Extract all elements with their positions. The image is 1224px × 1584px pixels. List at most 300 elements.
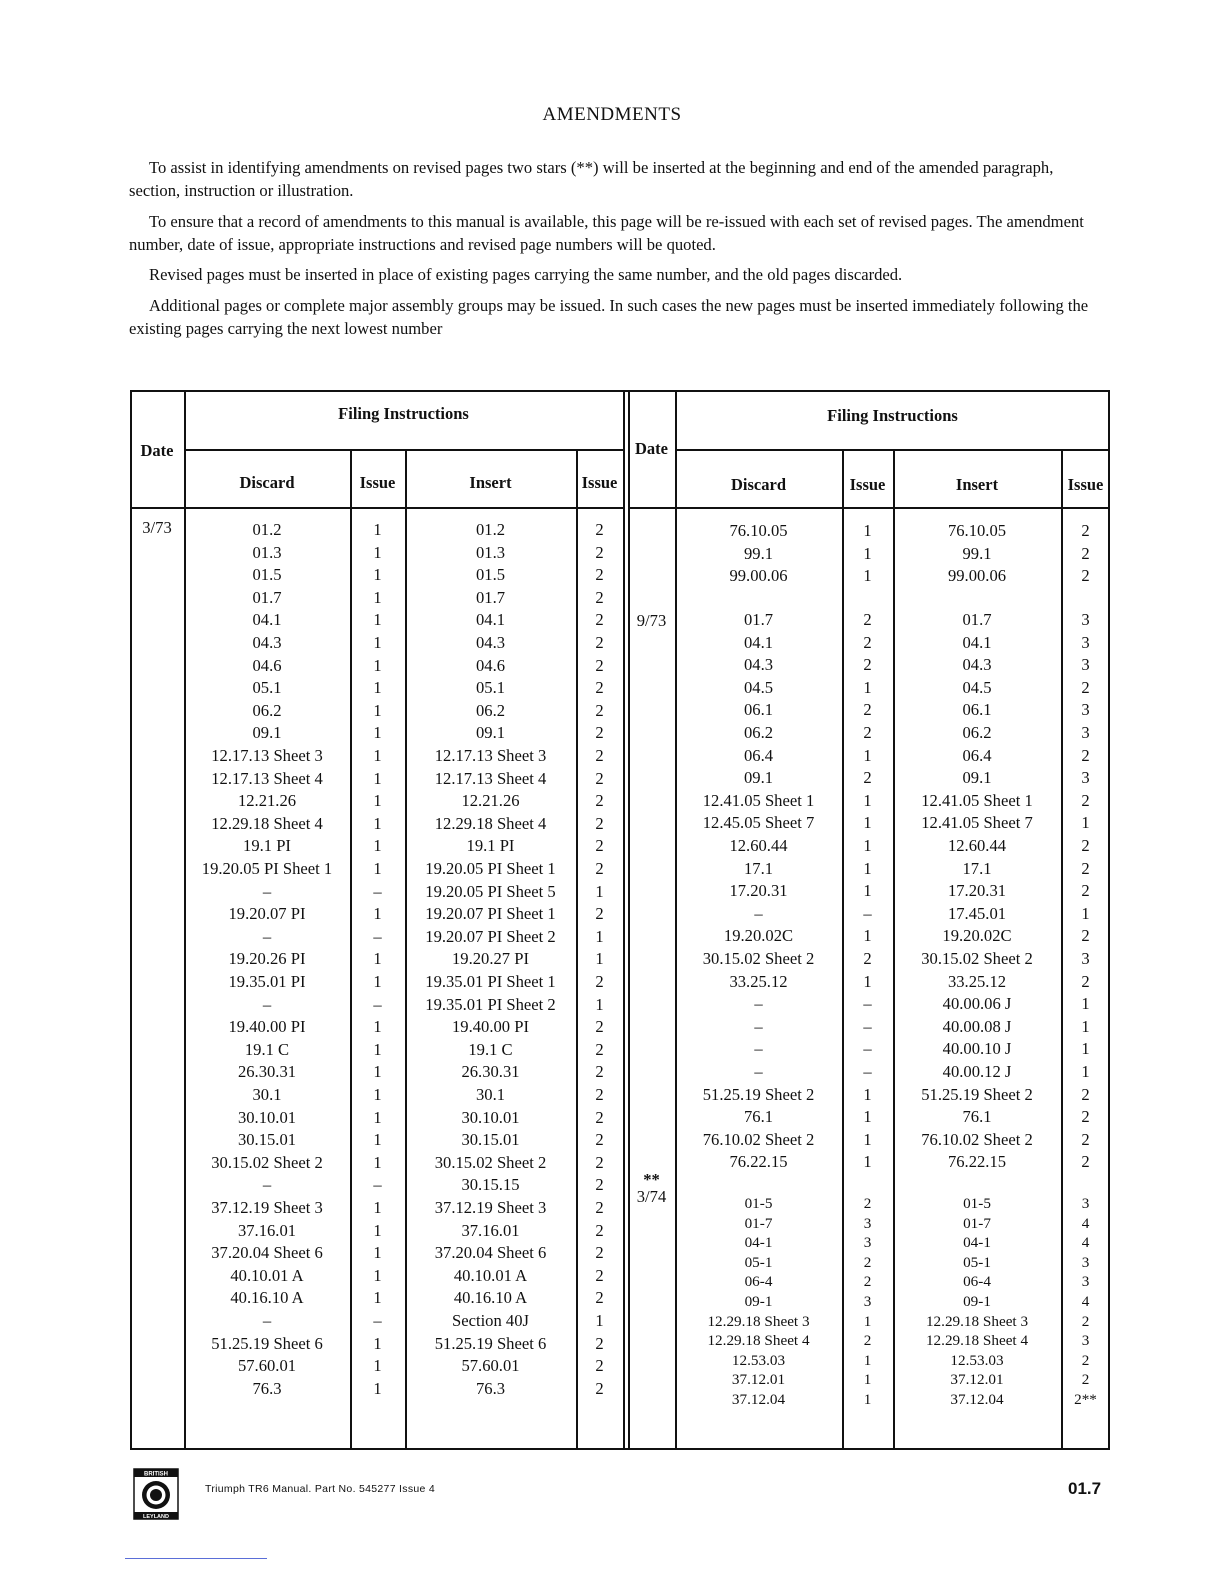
issue-cell: 2 [595,633,604,652]
discard-cell: 05-1 [744,1253,773,1271]
issue-cell: 1 [373,1265,382,1285]
insert-cell: 57.60.01 [461,1356,520,1376]
date-cell: 9/73 [636,611,667,630]
issue-cell: 2 [863,1253,872,1271]
issue-cell: 2 [1081,1351,1090,1369]
discard-cell: 01.5 [252,565,282,585]
discard-cell: 04.1 [252,610,282,630]
issue-cell: 2 [1081,1152,1090,1172]
issue-cell: 1 [373,1039,382,1059]
issue-cell: – [373,994,382,1014]
issue-cell: 2 [1081,881,1090,901]
issue-cell: 1 [1081,813,1090,833]
discard-cell: 19.1 PI [243,836,291,856]
discard-cell: 37.12.01 [731,1371,786,1389]
issue-cell: 1 [863,881,872,901]
issue-cell: 1 [1081,903,1090,923]
discard-cell: 06.4 [743,745,774,765]
insert-cell: 37.12.19 Sheet 3 [434,1198,547,1217]
insert-cell: 40.10.01 A [453,1265,528,1285]
table-column-rule [623,390,625,1450]
discard-cell: 12.21.26 [237,791,297,811]
discard-cell: 17.20.31 [729,881,788,901]
issue-cell: – [373,926,382,946]
discard-cell: 37.16.01 [237,1220,297,1240]
insert-cell: 19.1 C [468,1039,513,1059]
discard-cell: 06.2 [252,700,282,720]
table-header-rule [130,507,623,509]
british-leyland-logo [133,1468,179,1520]
discard-cell: 40.16.10 A [230,1288,304,1308]
insert-cell: 04.1 [475,610,506,630]
discard-cell: 40.10.01 A [230,1265,304,1285]
discard-cell: – [754,903,763,923]
insert-cell: 30.10.01 [461,1107,520,1127]
discard-cell: 01-5 [744,1195,773,1212]
discard-cell: 76.3 [252,1378,282,1398]
insert-cell: 06.4 [962,745,992,765]
issue-cell: – [863,1039,872,1059]
table-header-rule [184,449,623,451]
discard-cell: 01.3 [252,542,282,562]
issue-cell: 2 [863,1273,872,1291]
issue-cell: – [863,903,872,923]
insert-cell: 19.20.27 PI [452,949,529,969]
discard-cell: 26.30.31 [237,1062,297,1082]
issue-cell: 2 [1081,926,1090,946]
discard-cell: 04.5 [743,677,774,697]
issue-cell: 1 [373,1085,382,1104]
issue-cell: 2 [1081,790,1090,810]
insert-cell: 40.00.08 J [942,1016,1012,1036]
insert-cell: 01.2 [475,520,506,539]
insert-cell: 40.00.06 J [942,994,1012,1014]
issue-cell: 3 [1081,1253,1090,1271]
date-stars: ** [643,1170,660,1189]
date-header: Date [635,439,668,458]
insert-header: Insert [955,475,999,494]
discard-cell: 04.3 [252,633,282,652]
discard-cell: 99.00.06 [729,566,788,586]
issue-cell: 1 [373,1062,382,1082]
issue-cell: 1 [863,1312,872,1330]
insert-cell: 26.30.31 [461,1062,520,1082]
insert-cell: 19.20.05 PI Sheet 5 [425,881,556,901]
discard-cell: 76.10.02 Sheet 2 [702,1129,815,1149]
issue-cell: – [863,994,872,1014]
discard-cell: 01-7 [744,1214,773,1232]
issue-cell: 2 [595,1356,604,1376]
insert-cell: 04-1 [963,1234,991,1252]
issue-cell: 3 [1081,655,1090,675]
issue-cell: 3 [1081,700,1090,720]
issue-cell: 2 [595,610,604,630]
discard-cell: – [262,1175,272,1195]
page-title: AMENDMENTS [542,104,682,125]
discard-cell: 04.6 [252,655,282,675]
issue-cell: 2 [595,813,604,833]
table-header-rule [628,507,1110,509]
insert-cell: 12.29.18 Sheet 4 [434,813,547,833]
insert-cell: 30.15.15 [461,1175,520,1195]
issue-cell: 1 [373,904,382,924]
discard-cell: 04-1 [744,1234,773,1252]
insert-cell: 99.1 [962,543,992,563]
insert-header: Insert [469,473,512,492]
divider [125,1558,267,1559]
discard-header: Discard [731,475,786,494]
issue-cell: 1 [1081,994,1090,1014]
issue-cell: 1 [863,677,872,697]
issue-cell: 2 [863,723,872,742]
discard-cell: – [754,1062,763,1081]
discard-cell: 19.20.02C [723,926,794,946]
discard-cell: 05.1 [252,678,282,698]
insert-cell: 04.1 [962,632,992,652]
insert-cell: 01-7 [963,1214,991,1232]
discard-cell: 37.12.04 [731,1391,786,1408]
manual-reference: Triumph TR6 Manual. Part No. 545277 Issue 4 [205,1483,436,1495]
issue-cell: 2 [1081,1129,1090,1149]
issue-cell: 2 [1081,543,1090,563]
issue-cell: 3 [1081,610,1090,629]
discard-cell: 30.10.01 [237,1107,297,1127]
issue-cell: 2 [595,520,604,539]
insert-cell: 30.15.01 [461,1130,520,1150]
issue-cell: 2 [1081,836,1090,855]
page-number: 01.7 [1068,1479,1102,1498]
issue-cell: 1 [373,1107,382,1127]
issue-cell: 2 [863,655,872,675]
issue-cell: 4 [1081,1234,1090,1252]
discard-cell: 12.29.18 Sheet 3 [707,1312,810,1330]
discard-cell: 12.17.13 Sheet 3 [211,746,323,765]
insert-cell: 37.12.04 [950,1391,1004,1408]
issue-cell: 2 [863,949,872,968]
discard-cell: 09.1 [252,723,282,743]
issue-cell: 2 [595,1243,604,1263]
issue-cell: 1 [863,836,872,855]
discard-cell: 19.20.05 PI Sheet 1 [201,859,333,878]
issue-cell: 1 [373,1152,382,1172]
issue-cell: 1 [373,587,382,607]
discard-cell: 12.29.18 Sheet 4 [211,813,323,833]
issue-cell: 1 [373,1220,382,1240]
issue-cell: 1 [863,543,872,563]
issue-cell: 1 [373,565,382,585]
issue-cell: 1 [373,768,382,788]
paragraph-4: Additional pages or complete major assembly groups may be issued. In such cases the new pages must be inserted immediately following the existing pages carrying the next lowest number [129,296,1089,338]
insert-cell: 19.20.05 PI Sheet 1 [425,859,556,878]
insert-cell: 51.25.19 Sheet 2 [921,1084,1033,1104]
issue-cell: 2 [595,904,604,924]
insert-cell: 17.20.31 [947,881,1007,901]
issue-header: Issue [359,473,396,492]
issue-cell: 1 [373,813,382,833]
issue-cell: 3 [1081,1273,1090,1291]
insert-cell: 09-1 [963,1293,991,1310]
insert-cell: 76.3 [475,1378,506,1398]
table-column-rule [628,390,630,1450]
issue-cell: 2 [595,1152,604,1172]
issue-cell: 1 [595,881,604,901]
discard-cell: 01.2 [252,520,282,539]
issue-cell: 1 [373,723,382,743]
discard-cell: – [262,881,272,901]
discard-cell: 30.1 [252,1085,282,1104]
insert-cell: 76.10.02 Sheet 2 [921,1129,1033,1149]
paragraph-1: To assist in identifying amendments on revised pages two stars (**) will be inserted at the beginning and end of the amended paragraph, section, instruction or illustration. [129,158,1054,200]
issue-cell: 1 [863,1351,872,1369]
insert-cell: 01.7 [475,587,506,607]
issue-cell: 3 [1081,632,1090,652]
insert-cell: 30.15.02 Sheet 2 [434,1152,547,1172]
issue-cell: 4 [1081,1293,1090,1310]
discard-cell: 12.29.18 Sheet 4 [707,1332,810,1350]
discard-cell: 19.20.26 PI [228,949,306,969]
issue-cell: 2 [863,1332,872,1350]
insert-cell: 19.35.01 PI Sheet 2 [425,994,556,1014]
insert-cell: 19.20.07 PI Sheet 2 [425,926,556,946]
issue-header: Issue [849,475,886,494]
issue-cell: 1 [373,1130,382,1150]
discard-cell: 09-1 [744,1293,773,1310]
issue-cell: 2 [595,836,604,856]
discard-cell: 51.25.19 Sheet 6 [211,1333,323,1353]
discard-cell: 04.1 [743,632,774,652]
discard-cell: – [754,1016,763,1036]
issue-cell: 3 [863,1214,872,1232]
paragraph-3: Revised pages must be inserted in place of existing pages carrying the same number, and the old pages discarded. [149,265,903,284]
discard-cell: 01.7 [252,587,282,607]
issue-cell: 2 [1081,1371,1090,1389]
issue-cell: 1 [863,858,872,878]
insert-cell: 37.20.04 Sheet 6 [434,1243,547,1263]
insert-cell: 19.20.07 PI Sheet 1 [425,904,556,924]
issue-cell: 1 [863,1129,872,1149]
issue-cell: 2 [595,1017,604,1037]
issue-cell: 1 [595,994,604,1014]
issue-cell: 1 [373,610,382,630]
insert-cell: 76.22.15 [947,1152,1007,1172]
discard-cell: 12.41.05 Sheet 1 [702,790,815,810]
date-cell: 3/73 [142,518,172,537]
issue-cell: 1 [373,1356,382,1376]
insert-cell: 05.1 [475,678,506,698]
insert-cell: 01.5 [475,565,506,585]
issue-cell: 1 [373,1017,382,1037]
issue-cell: 2 [1081,1312,1090,1330]
issue-cell: 2 [595,791,604,811]
discard-cell: 33.25.12 [729,971,788,991]
issue-cell: 2 [595,1265,604,1285]
issue-cell: 3 [1081,723,1090,742]
insert-cell: 06-4 [963,1273,991,1291]
insert-cell: 99.00.06 [947,566,1007,586]
issue-cell: 2 [595,1130,604,1150]
issue-cell: 2 [595,1175,604,1195]
insert-cell: 19.20.02C [942,926,1012,946]
issue-cell: 1 [863,566,872,586]
discard-cell: 30.15.01 [237,1130,297,1150]
discard-cell: 76.1 [743,1107,774,1127]
issue-cell: 1 [373,746,382,765]
issue-cell: 1 [863,745,872,765]
issue-cell: 1 [863,1391,872,1408]
issue-cell: 2 [595,678,604,698]
insert-cell: 76.1 [962,1107,992,1127]
issue-cell: 3 [863,1293,872,1310]
discard-cell: 51.25.19 Sheet 2 [702,1084,815,1104]
discard-cell: 12.17.13 Sheet 4 [211,768,323,788]
issue-cell: 3 [1081,1195,1090,1212]
issue-cell: 2 [1081,677,1090,697]
issue-cell: 2 [595,1085,604,1104]
issue-cell: 2 [595,1378,604,1398]
issue-cell: 2 [1081,566,1090,586]
insert-cell: 04.3 [475,633,506,652]
issue-cell: 2 [1081,1107,1090,1127]
issue-cell: – [863,1016,872,1036]
issue-cell: 1 [373,542,382,562]
discard-cell: 12.53.03 [731,1351,786,1369]
issue-cell: 2 [1081,858,1090,878]
insert-cell: 12.60.44 [947,836,1007,855]
insert-cell: 12.29.18 Sheet 4 [925,1332,1029,1350]
issue-cell: 2 [1081,971,1090,991]
issue-cell: 1 [863,1152,872,1172]
issue-cell: – [373,1175,382,1195]
issue-header: Issue [1067,475,1104,494]
discard-cell: 76.10.05 [729,521,788,540]
table-header-rule [675,449,1110,451]
insert-cell: 12.53.03 [950,1351,1004,1369]
issue-cell: 2 [595,746,604,765]
issue-cell: 2 [595,700,604,720]
issue-cell: 3 [1081,1332,1090,1350]
insert-cell: Section 40J [452,1311,529,1330]
discard-cell: 30.15.02 Sheet 2 [702,949,815,968]
issue-cell: 2 [595,542,604,562]
issue-cell: 3 [1081,949,1090,968]
issue-cell: 1 [373,859,382,878]
discard-cell: 09.1 [743,768,774,788]
insert-cell: 09.1 [475,723,506,743]
insert-cell: 04.3 [962,655,992,675]
issue-cell: 1 [373,972,382,991]
issue-cell: 1 [373,700,382,720]
issue-cell: 1 [373,678,382,698]
insert-cell: 06.1 [962,700,992,720]
issue-cell: 1 [863,1107,872,1127]
issue-cell: 2 [595,1198,604,1217]
issue-cell: 2 [595,1333,604,1353]
issue-cell: 2 [595,859,604,878]
discard-cell: 12.45.05 Sheet 7 [702,813,815,833]
insert-cell: 30.1 [475,1085,506,1104]
issue-cell: 1 [1081,1039,1090,1059]
issue-cell: 1 [373,1198,382,1217]
issue-cell: 2 [863,768,872,788]
issue-cell: 1 [1081,1062,1090,1081]
discard-cell: 76.22.15 [729,1152,788,1172]
issue-cell: 3 [1081,768,1090,788]
discard-header: Discard [239,473,295,492]
discard-cell: 06.1 [743,700,774,720]
discard-cell: – [754,994,763,1014]
issue-cell: 1 [373,836,382,856]
issue-cell: 2 [863,632,872,652]
discard-cell: – [262,1311,272,1330]
discard-cell: 06-4 [744,1273,773,1291]
insert-cell: 12.29.18 Sheet 3 [925,1312,1029,1330]
insert-cell: 12.41.05 Sheet 1 [921,790,1033,810]
issue-cell: 2 [863,610,872,629]
discard-cell: 04.3 [743,655,774,675]
issue-cell: 2 [595,1220,604,1240]
issue-cell: 1 [1081,1016,1090,1036]
discard-cell: 17.1 [743,858,774,878]
insert-cell: 06.2 [475,700,506,720]
issue-cell: 2 [595,1062,604,1082]
insert-cell: 19.35.01 PI Sheet 1 [425,972,556,991]
discard-cell: – [754,1039,763,1059]
issue-cell: 3 [863,1234,872,1252]
discard-cell: 57.60.01 [237,1356,297,1376]
insert-cell: 01.3 [475,542,506,562]
issue-cell: 1 [863,521,872,540]
discard-cell: 30.15.02 Sheet 2 [211,1152,323,1172]
issue-cell: 2 [595,1039,604,1059]
insert-cell: 76.10.05 [947,521,1007,540]
insert-cell: 51.25.19 Sheet 6 [434,1333,547,1353]
issue-cell: 1 [863,813,872,833]
insert-cell: 04.6 [475,655,506,675]
discard-cell: 06.2 [743,723,774,742]
filing-instructions-header: Filing Instructions [827,406,958,425]
issue-cell: 2 [1081,1084,1090,1104]
insert-cell: 06.2 [962,723,992,742]
issue-cell: 1 [373,1378,382,1398]
insert-cell: 12.21.26 [461,791,520,811]
insert-cell: 40.00.10 J [942,1039,1012,1059]
issue-cell: 2 [1081,521,1090,540]
filing-instructions-header: Filing Instructions [338,404,469,423]
issue-cell: 2 [595,1288,604,1308]
issue-cell: 1 [595,1311,604,1330]
paragraph-2: To ensure that a record of amendments to this manual is available, this page will be re-issued with each set of revised pages. The amendment number, date of issue, appropriate instructions and revised page numbers will be quoted. [129,212,1084,254]
issue-cell: 1 [373,1243,382,1263]
issue-cell: – [373,1311,382,1330]
insert-cell: 01.7 [962,610,992,629]
issue-cell: 2 [595,768,604,788]
issue-cell: 2 [595,655,604,675]
discard-cell: 19.1 C [244,1039,290,1059]
insert-cell: 01-5 [963,1195,991,1212]
insert-cell: 33.25.12 [947,971,1007,991]
issue-cell: 1 [863,1084,872,1104]
logo-text-bottom: LEYLAND [143,1514,169,1520]
discard-cell: 12.60.44 [729,836,788,855]
issue-cell: 1 [373,633,382,652]
issue-cell: 1 [863,790,872,810]
logo-text-top: BRITISH [144,1471,168,1478]
insert-cell: 40.16.10 A [453,1288,528,1308]
issue-cell: – [373,881,382,901]
issue-cell: 1 [373,1333,382,1353]
issue-cell: 2 [863,700,872,720]
discard-cell: 37.12.19 Sheet 3 [211,1198,323,1217]
